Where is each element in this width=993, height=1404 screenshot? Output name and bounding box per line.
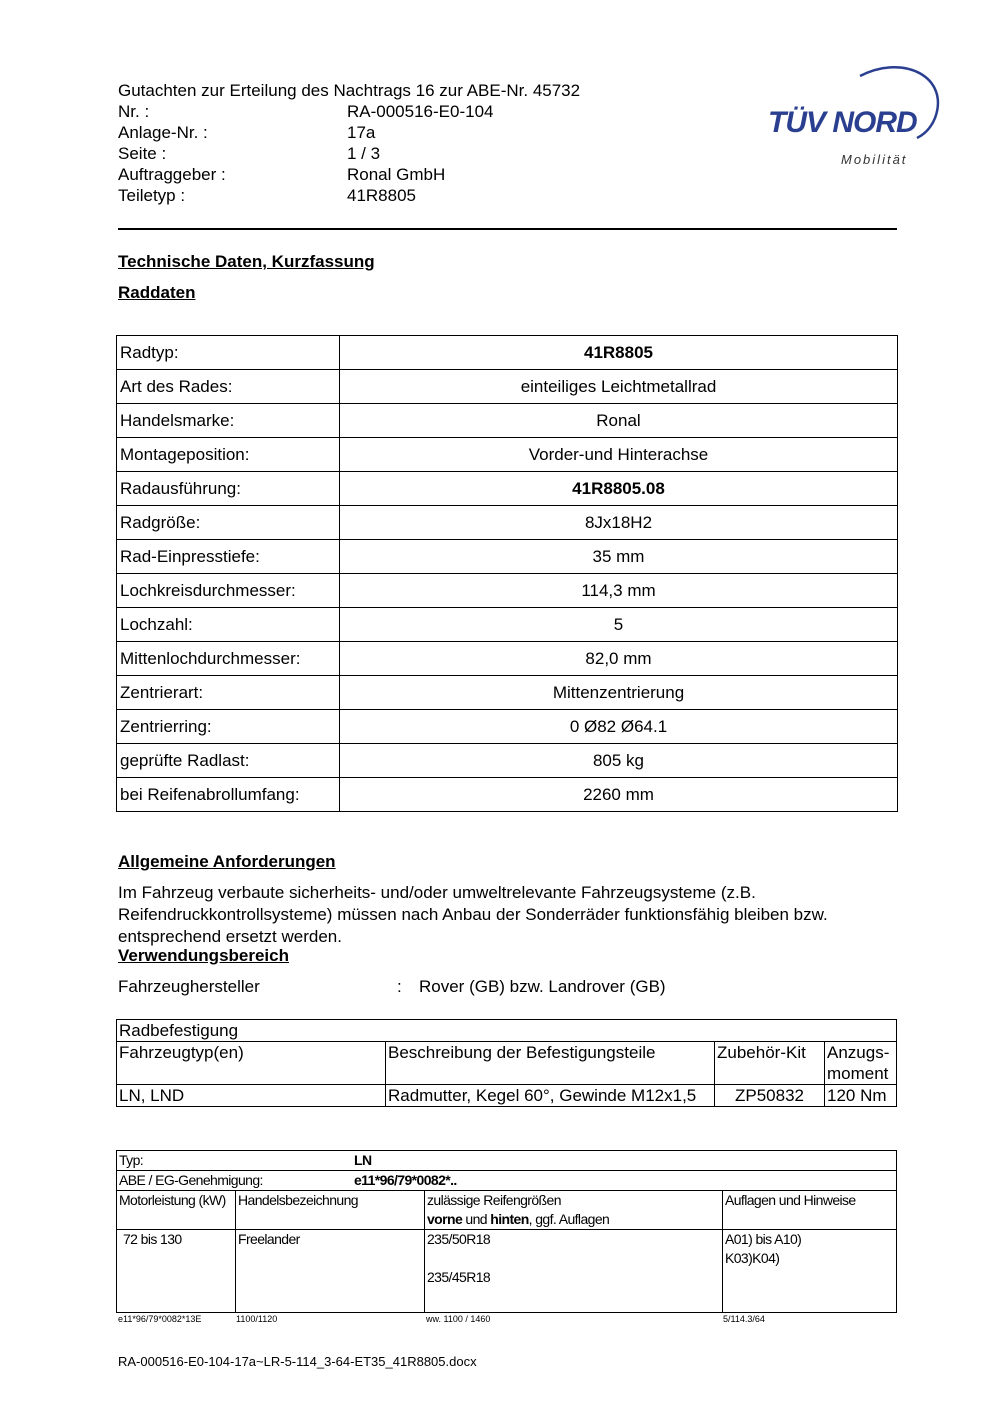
logo-wordmark: TÜV NORD: [768, 106, 917, 139]
rb-header-moment: Anzugs-moment: [825, 1042, 897, 1085]
header-row-label: Anlage-Nr. :: [118, 123, 208, 142]
raddaten-label: Zentrierart:: [117, 676, 340, 710]
header-row-label: Auftraggeber :: [118, 165, 226, 184]
tuv-nord-logo: [765, 58, 945, 173]
section-heading-tech: Technische Daten, Kurzfassung: [118, 252, 375, 271]
th-vorne: vorne: [427, 1211, 463, 1227]
header-row: [118, 143, 580, 164]
raddaten-label: Mittenlochdurchmesser:: [117, 642, 340, 676]
td-auflagen: [723, 1230, 897, 1313]
td-motor: 72 bis 130: [117, 1230, 236, 1313]
raddaten-label: Rad-Einpresstiefe:: [117, 540, 340, 574]
raddaten-row: [117, 506, 898, 540]
raddaten-value: 2260 mm: [340, 778, 898, 812]
rb-cell-kit: ZP50832: [715, 1085, 825, 1107]
td-auf-1: A01) bis A10): [725, 1231, 802, 1247]
raddaten-label: Radausführung:: [117, 472, 340, 506]
raddaten-label: Lochzahl:: [117, 608, 340, 642]
raddaten-label: Zentrierring:: [117, 710, 340, 744]
small-code-1: e11*96/79*0082*13E: [118, 1314, 202, 1324]
td-handel: Freelander: [236, 1230, 425, 1313]
section-heading-allgemein: Allgemeine Anforderungen: [118, 852, 336, 871]
header-divider: [118, 228, 897, 230]
rb-header-typ: Fahrzeugtyp(en): [117, 1042, 386, 1085]
th-reifen: [425, 1191, 723, 1230]
raddaten-value: einteiliges Leichtmetallrad: [340, 370, 898, 404]
abe-value: e11*96/79*0082*..: [354, 1172, 457, 1188]
rb-header-kit: Zubehör-Kit: [715, 1042, 825, 1085]
raddaten-table: [116, 335, 898, 812]
header-row-value: Ronal GmbH: [347, 165, 446, 184]
rb-header-beschreibung: Beschreibung der Befestigungsteile: [386, 1042, 715, 1085]
manufacturer-line: [118, 977, 666, 997]
raddaten-value: 82,0 mm: [340, 642, 898, 676]
raddaten-value: Ronal: [340, 404, 898, 438]
typ-row: [117, 1151, 897, 1171]
raddaten-label: geprüfte Radlast:: [117, 744, 340, 778]
raddaten-row: [117, 540, 898, 574]
th-hinten: hinten: [490, 1211, 529, 1227]
document-filename: RA-000516-E0-104-17a~LR-5-114_3-64-ET35_41R8805.docx: [118, 1354, 477, 1369]
report-title: Gutachten zur Erteilung des Nachtrags 16 zur ABE-Nr. 45732: [118, 81, 581, 100]
raddaten-label: Art des Rades:: [117, 370, 340, 404]
typ-label: Typ:: [119, 1152, 144, 1168]
header-row: [118, 122, 580, 143]
section-heading-raddaten: Raddaten: [118, 283, 196, 302]
header-row-label: Nr. :: [118, 102, 150, 121]
section-heading-verwendung: Verwendungsbereich: [118, 946, 289, 965]
raddaten-value: 5: [340, 608, 898, 642]
th-und: und: [462, 1211, 491, 1227]
header-row: [118, 164, 580, 185]
rb-cell-beschreibung: Radmutter, Kegel 60°, Gewinde M12x1,5: [386, 1085, 715, 1107]
th-handel: Handelsbezeichnung: [236, 1191, 425, 1230]
td-tires: [425, 1230, 723, 1313]
raddaten-value: 41R8805.08: [340, 472, 898, 506]
header-row-label: Teiletyp :: [118, 186, 186, 205]
raddaten-row: [117, 336, 898, 370]
header-row-label: Seite :: [118, 144, 167, 163]
radbefestigung-table: [116, 1019, 897, 1107]
raddaten-label: Handelsmarke:: [117, 404, 340, 438]
radbefestigung-title: Radbefestigung: [117, 1020, 897, 1042]
raddaten-value: 41R8805: [340, 336, 898, 370]
raddaten-row: [117, 744, 898, 778]
header-row-value: RA-000516-E0-104: [347, 102, 494, 121]
raddaten-row: [117, 370, 898, 404]
header-row: [118, 185, 580, 206]
td-tire-1: 235/50R18: [427, 1231, 491, 1247]
raddaten-value: 8Jx18H2: [340, 506, 898, 540]
th-motor: Motorleistung (kW): [117, 1191, 236, 1230]
typ-table: [116, 1150, 897, 1313]
raddaten-label: Montageposition:: [117, 438, 340, 472]
logo-subtitle: Mobilität: [841, 152, 908, 167]
raddaten-value: 35 mm: [340, 540, 898, 574]
raddaten-row: [117, 676, 898, 710]
raddaten-value: Vorder-und Hinterachse: [340, 438, 898, 472]
raddaten-row: [117, 710, 898, 744]
td-tire-2: 235/45R18: [427, 1269, 491, 1285]
td-auf-2: K03)K04): [725, 1250, 780, 1266]
rb-cell-typ: LN, LND: [117, 1085, 386, 1107]
allgemein-paragraph: Im Fahrzeug verbaute sicherheits- und/oder umweltrelevante Fahrzeugsysteme (z.B. Reifendruckkontrollsysteme) müssen nach Anbau der Sonderräder funktionsfähig bleiben bzw. entsprechend ersetzt werden.: [118, 883, 828, 946]
raddaten-value: 114,3 mm: [340, 574, 898, 608]
th-auflagen-hint: , ggf. Auflagen: [528, 1211, 610, 1227]
raddaten-value: 0 Ø82 Ø64.1: [340, 710, 898, 744]
manufacturer-label: Fahrzeughersteller: [118, 977, 260, 996]
raddaten-label: Radtyp:: [117, 336, 340, 370]
raddaten-label: Lochkreisdurchmesser:: [117, 574, 340, 608]
small-code-2: 1100/1120: [236, 1314, 278, 1324]
raddaten-value: Mittenzentrierung: [340, 676, 898, 710]
raddaten-row: [117, 778, 898, 812]
header-row-value: 41R8805: [347, 186, 417, 205]
raddaten-label: Radgröße:: [117, 506, 340, 540]
raddaten-row: [117, 438, 898, 472]
raddaten-row: [117, 574, 898, 608]
small-code-4: 5/114.3/64: [723, 1314, 765, 1324]
header-row-value: 1 / 3: [347, 144, 381, 163]
raddaten-label: bei Reifenabrollumfang:: [117, 778, 340, 812]
manufacturer-value: Rover (GB) bzw. Landrover (GB): [419, 977, 666, 996]
abe-label: ABE / EG-Genehmigung:: [119, 1172, 263, 1188]
raddaten-row: [117, 642, 898, 676]
raddaten-row: [117, 608, 898, 642]
document-header: [118, 80, 580, 206]
th-auflagen: Auflagen und Hinweise: [723, 1191, 897, 1230]
typ-value: LN: [354, 1152, 372, 1168]
th-reifen-a: zulässige Reifengrößen: [427, 1192, 561, 1208]
abe-row: [117, 1171, 897, 1191]
raddaten-row: [117, 404, 898, 438]
header-row-value: 17a: [347, 123, 376, 142]
raddaten-row: [117, 472, 898, 506]
rb-cell-moment: 120 Nm: [825, 1085, 897, 1107]
raddaten-value: 805 kg: [340, 744, 898, 778]
small-code-3: ww. 1100 / 1460: [426, 1314, 491, 1324]
header-row: [118, 101, 580, 122]
manufacturer-sep: :: [397, 977, 402, 996]
